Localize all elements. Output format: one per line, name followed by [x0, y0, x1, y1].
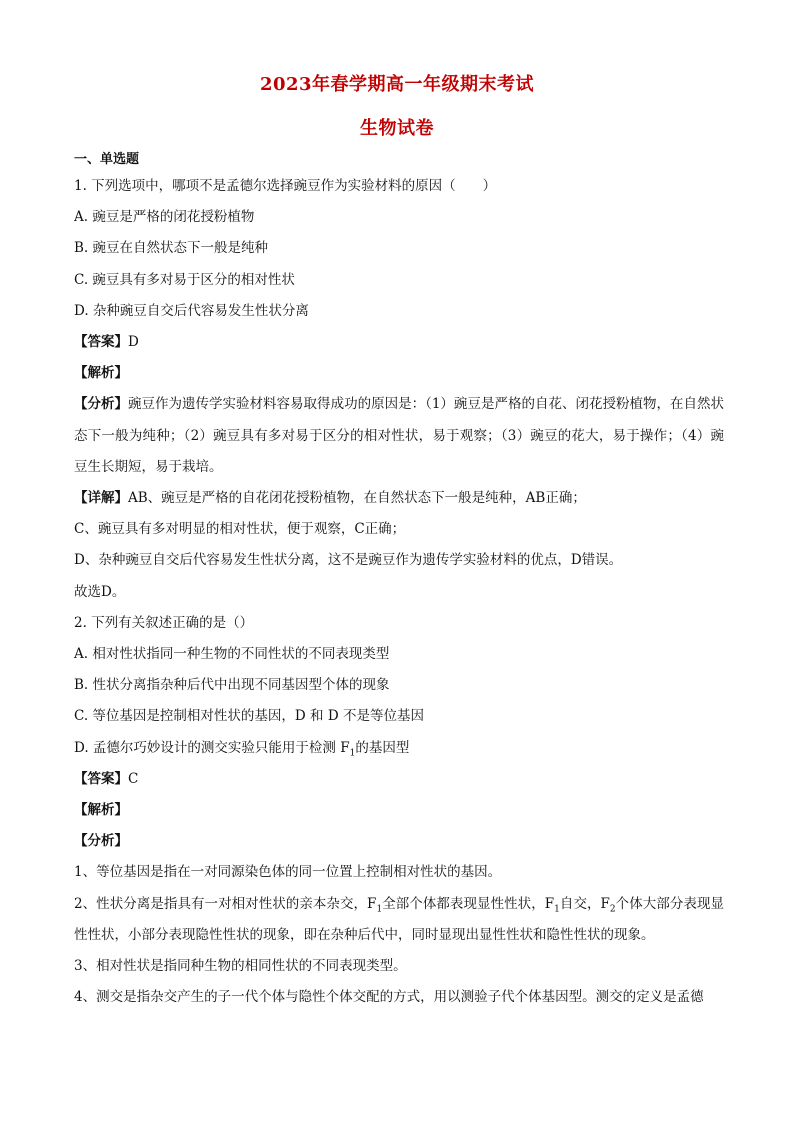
exam-title: 2023年春学期高一年级期末考试 — [259, 74, 535, 95]
answer-tag: 【答案】 — [74, 770, 128, 787]
jiexi-tag: 【解析】 — [74, 365, 128, 382]
fenxi-tag: 【分析】 — [74, 833, 128, 850]
q1-analysis — [74, 389, 724, 483]
q1-stem: 1. 下列选项中，哪项不是孟德尔选择豌豆作为实验材料的原因（ ） — [74, 178, 497, 194]
q2-analysis-3: 3、相对性状是指同种生物的相同性状的不同表现类型。 — [74, 958, 407, 975]
question-content — [74, 171, 724, 1013]
q2-option-d: D. 孟德尔巧妙设计的测交实验只能用于检测 $F_1$的基因型 — [74, 739, 410, 759]
q1-analysis-text: 豌豆作为遗传学实验材料容易取得成功的原因是：（1）豌豆是严格的自花、闭花授粉植物，在自然状态下一般为纯种；（2）豌豆具有多对易于区分的相对性状，易于观察；（3）豌豆的花大，易于操作；（4）豌豆生长期短，易于栽培。 — [74, 396, 724, 475]
fenxi-tag: 【分析】 — [74, 396, 129, 413]
q2-answer — [74, 764, 724, 795]
q1-option-a: A. 豌豆是严格的闭花授粉植物 — [74, 209, 255, 226]
xiangjie-tag: 【详解】 — [74, 490, 128, 507]
q1-detail-2: C、豌豆具有多对明显的相对性状，便于观察，C正确； — [74, 521, 406, 538]
q2-option-a: A. 相对性状指同一种生物的不同性状的不同表现类型 — [74, 646, 390, 663]
q2-option-b: B. 性状分离指杂种后代中出现不同基因型个体的现象 — [74, 677, 390, 694]
q1-option-c: C. 豌豆具有多对易于区分的相对性状 — [74, 271, 295, 288]
q1-jiexi — [74, 358, 724, 389]
answer-tag: 【答案】 — [74, 334, 128, 351]
q1-answer-value: D — [128, 334, 139, 351]
q2-jiexi — [74, 795, 724, 826]
q1-answer — [74, 327, 724, 358]
section-heading: 一、单选题 — [74, 152, 140, 167]
q1-detail-3: D、杂种豌豆自交后代容易发生性状分离，这不是豌豆作为遗传学实验材料的优点，D错误。 — [74, 552, 623, 569]
q1-conclusion: 故选D。 — [74, 583, 126, 600]
q2-option-c: C. 等位基因是控制相对性状的基因，D 和 D 不是等位基因 — [74, 708, 424, 725]
q1-option-b: B. 豌豆在自然状态下一般是纯种 — [74, 240, 269, 257]
q2-analysis-4: 4、测交是指杂交产生的子一代个体与隐性个体交配的方式，用以测验子代个体基因型。测交的定义是孟德 — [74, 989, 704, 1006]
q2-answer-value: C — [128, 770, 139, 787]
q1-option-d: D. 杂种豌豆自交后代容易发生性状分离 — [74, 302, 309, 319]
exam-subtitle: 生物试卷 — [360, 118, 434, 139]
q2-analysis-2: 2、性状分离是指具有一对相对性状的亲本杂交，$F_1$全部个体都表现显性性状，$F_1$自交，$F_2$个体大部分表现显性性状，小部分表现隐性性状的现象，即在杂种后代中，同时显现出显性性状和隐性性状的现象。 — [74, 895, 724, 943]
q2-stem: 2. 下列有关叙述正确的是（） — [74, 614, 254, 631]
q2-analysis-1: 1、等位基因是指在一对同源染色体的同一位置上控制相对性状的基因。 — [74, 864, 502, 881]
jiexi-tag: 【解析】 — [74, 802, 128, 819]
q2-fenxi — [74, 826, 724, 857]
q1-detail — [74, 483, 724, 514]
q1-detail-text: AB、豌豆是严格的自花闭花授粉植物，在自然状态下一般是纯种，AB正确； — [128, 490, 586, 507]
